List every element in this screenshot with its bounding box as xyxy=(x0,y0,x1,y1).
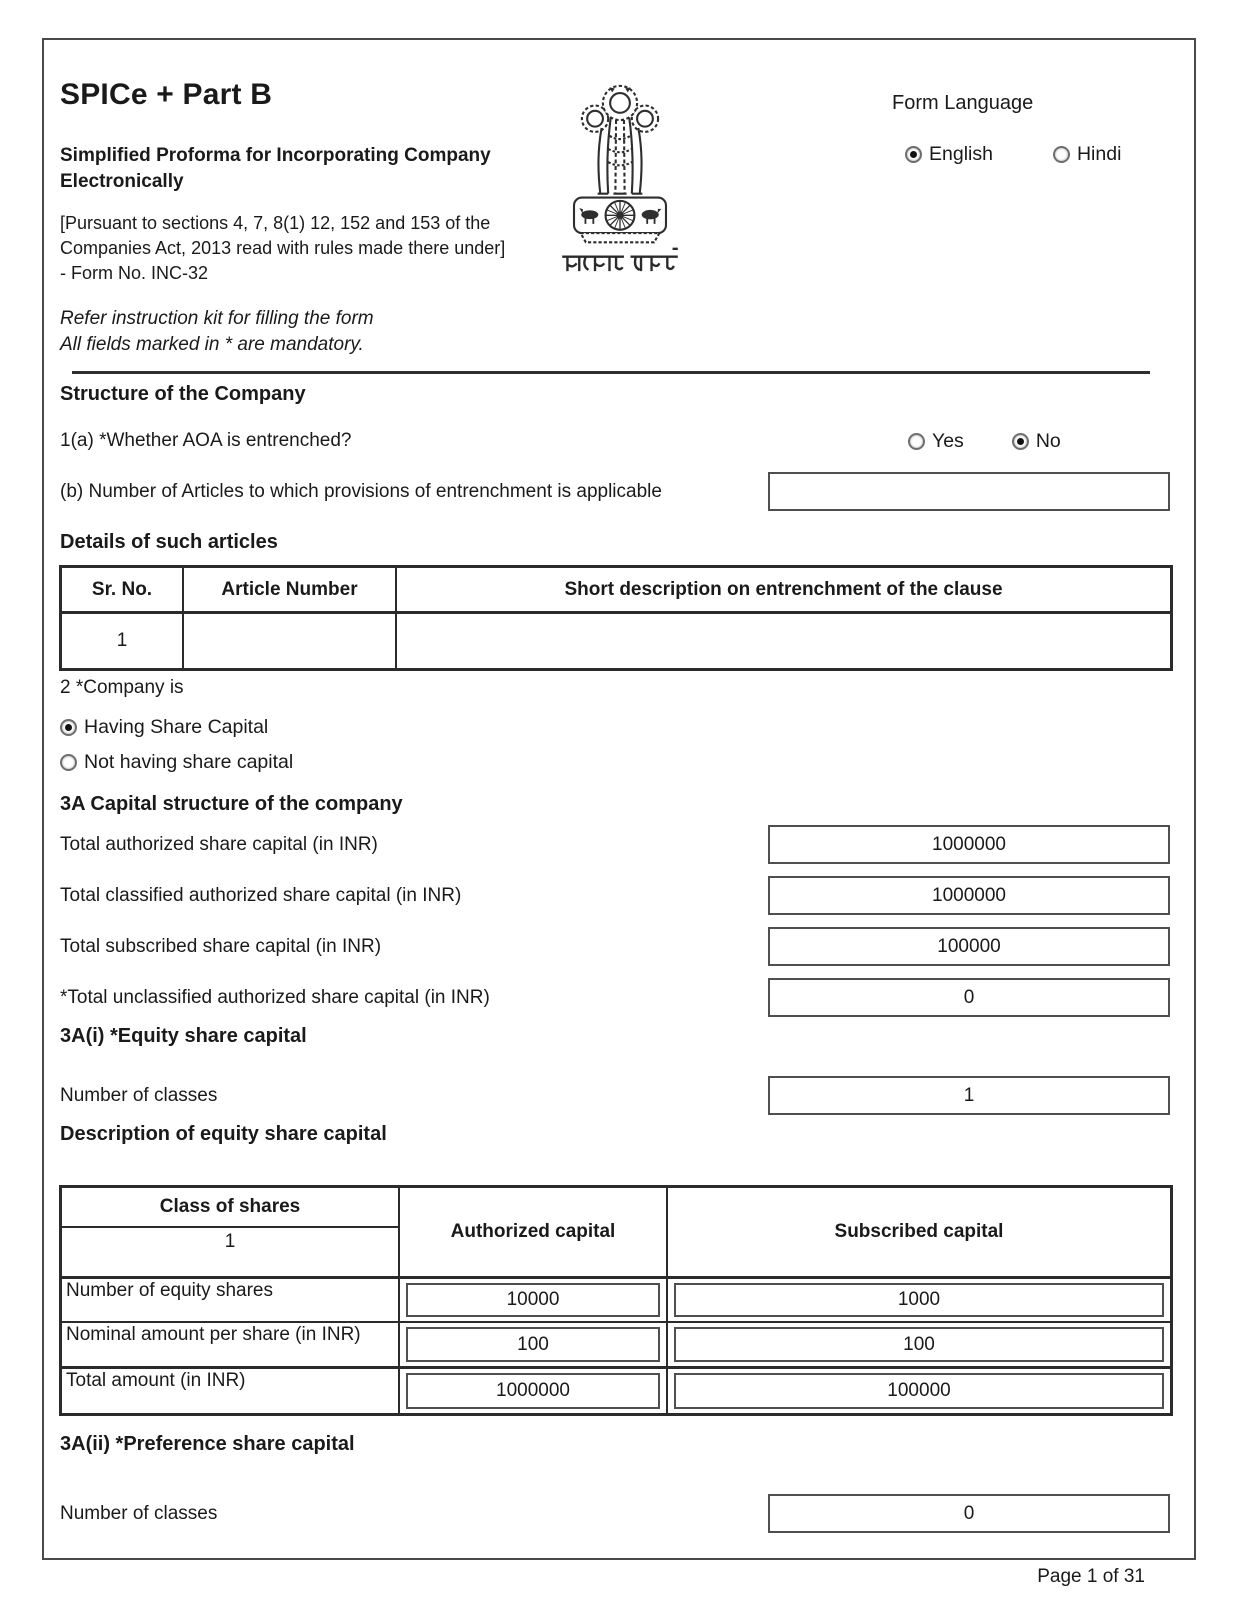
emblem-of-india-icon xyxy=(554,78,686,283)
total-classified-capital-input[interactable]: 1000000 xyxy=(768,876,1170,915)
note-refer-instruction-kit: Refer instruction kit for filling the form xyxy=(60,307,374,329)
radio-checked-icon[interactable] xyxy=(60,719,77,736)
total-authorized-label: Total authorized share capital (in INR) xyxy=(60,833,378,855)
equity-shares-row-label: Number of equity shares xyxy=(62,1276,398,1321)
article-description-input[interactable] xyxy=(395,614,1170,668)
radio-checked-icon[interactable] xyxy=(1012,433,1029,450)
emblem-column xyxy=(525,78,715,286)
preference-number-of-classes-input[interactable]: 0 xyxy=(768,1494,1170,1533)
authorized-capital-header: Authorized capital xyxy=(398,1188,666,1276)
q1a-row xyxy=(44,427,1194,455)
equity-table-title: Description of equity share capital xyxy=(60,1123,387,1146)
header-text-block xyxy=(60,78,525,286)
article-row-sr-no: 1 xyxy=(116,630,128,652)
having-share-capital-radio[interactable] xyxy=(60,716,268,739)
preference-classes-label: Number of classes xyxy=(60,1502,218,1524)
radio-checked-icon[interactable] xyxy=(905,146,922,163)
total-subscribed-row xyxy=(44,927,1194,966)
nominal-amount-subscribed-cell xyxy=(666,1321,1170,1366)
not-having-share-capital-label: Not having share capital xyxy=(84,751,294,774)
total-unclassified-row xyxy=(44,978,1194,1017)
q2-option-not-having xyxy=(44,751,1194,776)
form-language-block xyxy=(715,78,1170,286)
page-number: Page 1 of 31 xyxy=(1037,1566,1145,1587)
articles-table xyxy=(59,565,1173,671)
form-number-text: - Form No. INC-32 xyxy=(60,262,209,283)
equity-shares-subscribed-input[interactable]: 1000 xyxy=(674,1283,1164,1317)
not-having-share-capital-radio[interactable] xyxy=(60,751,293,774)
radio-unchecked-icon[interactable] xyxy=(60,754,77,771)
note-mandatory-fields: All fields marked in * are mandatory. xyxy=(60,333,364,355)
total-subscribed-capital-input[interactable]: 100000 xyxy=(768,927,1170,966)
form-page xyxy=(42,38,1196,1560)
total-amount-authorized-input[interactable]: 1000000 xyxy=(406,1373,660,1409)
total-classified-label: Total classified authorized share capital (in INR) xyxy=(60,884,462,906)
subscribed-capital-header: Subscribed capital xyxy=(666,1188,1170,1276)
pursuant-text: [Pursuant to sections 4, 7, 8(1) 12, 152 and 153 of the Companies Act, 2013 read with rules made there under] xyxy=(60,213,506,259)
q1b-label: (b) Number of Articles to which provisions of entrenchment is applicable xyxy=(60,480,662,502)
yes-label: Yes xyxy=(932,429,964,452)
form-language-label: Form Language xyxy=(892,92,1034,114)
class-number-cell: 1 xyxy=(224,1231,236,1253)
q1a-radio-group xyxy=(908,430,1170,453)
column-header-article-number: Article Number xyxy=(182,568,395,614)
total-unclassified-label: *Total unclassified authorized share capital (in INR) xyxy=(60,986,490,1008)
preference-share-capital-heading: 3A(ii) *Preference share capital xyxy=(60,1433,355,1456)
total-amount-subscribed-cell xyxy=(666,1366,1170,1413)
language-hindi-label: Hindi xyxy=(1076,143,1122,165)
total-amount-subscribed-input[interactable]: 100000 xyxy=(674,1373,1164,1409)
equity-share-capital-heading: 3A(i) *Equity share capital xyxy=(60,1025,307,1048)
equity-shares-subscribed-cell xyxy=(666,1276,1170,1321)
total-authorized-row xyxy=(44,825,1194,864)
total-unclassified-capital-input[interactable]: 0 xyxy=(768,978,1170,1017)
form-language-options xyxy=(905,143,1170,166)
language-english-label: English xyxy=(929,143,993,165)
form-subtitle: Simplified Proforma for Incorporating Company Electronically xyxy=(60,145,491,192)
article-number-input[interactable] xyxy=(182,614,395,668)
equity-description-table xyxy=(59,1185,1173,1416)
nominal-amount-subscribed-input[interactable]: 100 xyxy=(674,1327,1164,1362)
q2-label: 2 *Company is xyxy=(60,677,184,699)
nominal-amount-authorized-cell xyxy=(398,1321,666,1366)
q1a-label: 1(a) *Whether AOA is entrenched? xyxy=(60,430,352,452)
language-english-radio[interactable] xyxy=(905,143,993,166)
q2-option-having xyxy=(44,716,1194,741)
header-divider xyxy=(72,371,1150,374)
having-share-capital-label: Having Share Capital xyxy=(84,716,269,739)
radio-unchecked-icon[interactable] xyxy=(1053,146,1070,163)
equity-classes-label: Number of classes xyxy=(60,1084,218,1106)
radio-unchecked-icon[interactable] xyxy=(908,433,925,450)
total-amount-row-label: Total amount (in INR) xyxy=(62,1366,398,1413)
capital-structure-heading: 3A Capital structure of the company xyxy=(60,793,403,816)
nominal-amount-authorized-input[interactable]: 100 xyxy=(406,1327,660,1362)
column-header-sr-no: Sr. No. xyxy=(62,568,182,614)
form-header xyxy=(44,78,1194,286)
class-of-shares-header: Class of shares xyxy=(62,1188,398,1228)
satyameva-jayate-motto xyxy=(562,249,678,271)
articles-table-title: Details of such articles xyxy=(60,531,278,554)
preference-classes-row xyxy=(44,1494,1194,1533)
total-amount-authorized-cell xyxy=(398,1366,666,1413)
nominal-amount-row-label: Nominal amount per share (in INR) xyxy=(62,1321,398,1366)
instruction-notes xyxy=(44,306,1194,358)
structure-section-heading: Structure of the Company xyxy=(60,383,306,406)
total-classified-row xyxy=(44,876,1194,915)
equity-classes-row xyxy=(44,1076,1194,1115)
articles-count-input[interactable] xyxy=(768,472,1170,511)
column-header-description: Short description on entrenchment of the clause xyxy=(395,568,1170,614)
pursuant-text-block xyxy=(60,211,525,285)
form-title: SPICe + Part B xyxy=(60,78,273,111)
no-label: No xyxy=(1035,429,1061,452)
q1b-row xyxy=(44,472,1194,511)
equity-number-of-classes-input[interactable]: 1 xyxy=(768,1076,1170,1115)
equity-shares-authorized-cell xyxy=(398,1276,666,1321)
total-authorized-capital-input[interactable]: 1000000 xyxy=(768,825,1170,864)
aoa-entrenched-yes-radio[interactable] xyxy=(908,430,964,453)
language-hindi-radio[interactable] xyxy=(1053,143,1121,166)
total-subscribed-label: Total subscribed share capital (in INR) xyxy=(60,935,382,957)
equity-shares-authorized-input[interactable]: 10000 xyxy=(406,1283,660,1317)
aoa-entrenched-no-radio[interactable] xyxy=(1012,430,1061,453)
